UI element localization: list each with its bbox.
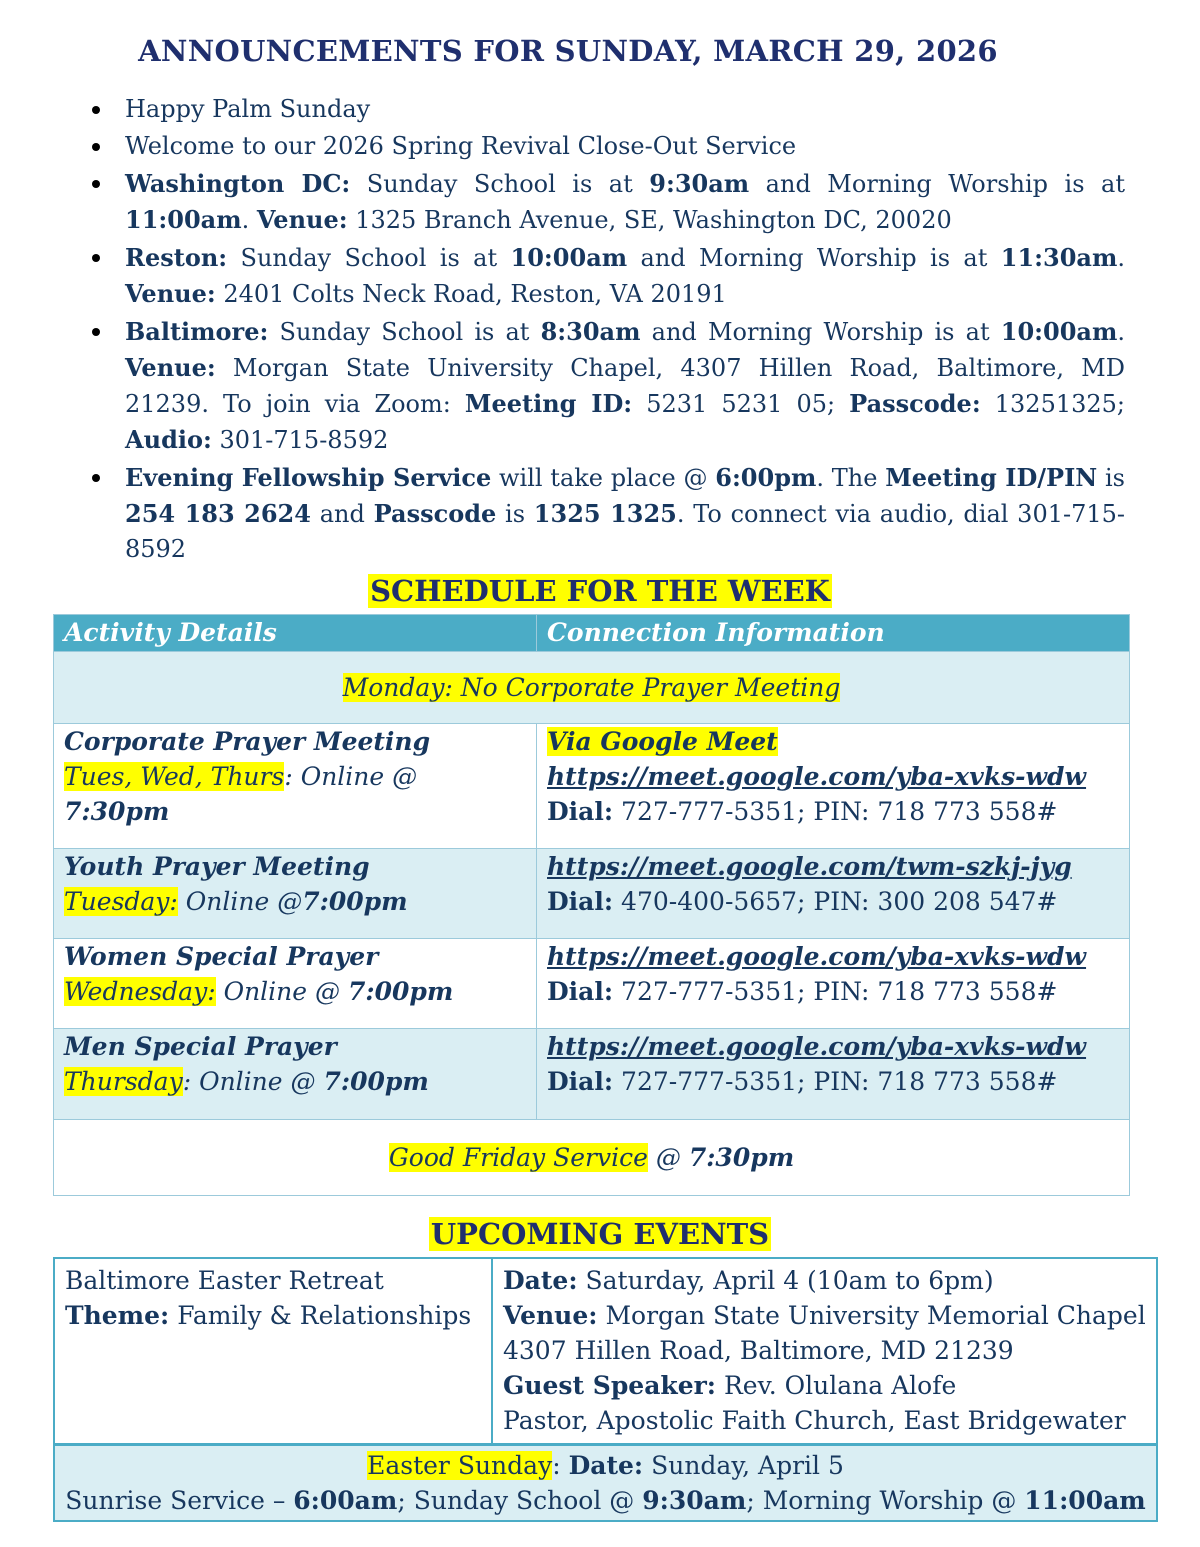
activity-cell — [54, 939, 537, 1029]
audio-label: Audio: — [125, 425, 212, 454]
text: will take place @ — [491, 464, 716, 492]
passcode: 13251325; — [980, 390, 1125, 418]
table-row — [54, 939, 1130, 1029]
meeting-link[interactable]: https://meet.google.com/yba-xvks-wdw — [547, 942, 1087, 971]
event-venue: Venue: Morgan State University Memorial Chapel — [503, 1301, 1146, 1330]
via-google-meet: Via Google Meet — [547, 727, 778, 756]
table-row — [54, 849, 1130, 939]
connection-cell — [537, 1029, 1130, 1120]
list-item — [125, 92, 1125, 127]
meeting-id-label: Meeting ID: — [464, 389, 633, 418]
easter-cell — [54, 1445, 1157, 1522]
activity-time: 7:30pm — [64, 797, 170, 826]
dial-info: Dial: 727-777-5351; PIN: 718 773 558# — [547, 1067, 1058, 1096]
easter-times-line: Sunrise Service – 6:00am; Sunday School @ 9:30am; Morning Worship @ 11:00am — [65, 1486, 1146, 1515]
activity-title: Women Special Prayer — [64, 942, 379, 971]
event-theme: Theme: Family & Relationships — [65, 1301, 472, 1330]
text: Sunday School is at — [268, 318, 541, 346]
meeting-id: 5231 5231 05; — [632, 390, 850, 418]
monday-note: Monday: No Corporate Prayer Meeting — [54, 652, 1130, 724]
venue-label: Venue: — [125, 279, 216, 308]
worship-time: 10:00am — [1000, 317, 1118, 346]
announcement-text: Happy Palm Sunday — [125, 95, 371, 123]
text: and — [310, 500, 374, 528]
connection-cell — [537, 939, 1130, 1029]
list-item — [125, 129, 1125, 164]
dial-info: Dial: 727-777-5351; PIN: 718 773 558# — [547, 977, 1058, 1006]
text: . The — [816, 464, 886, 492]
sunday-school-time: 8:30am — [540, 317, 641, 346]
connection-cell — [537, 849, 1130, 939]
list-item-evening — [125, 460, 1125, 567]
text: . — [241, 206, 257, 234]
passcode: 1325 1325 — [533, 499, 677, 528]
text: is — [1097, 464, 1125, 492]
schedule-heading: SCHEDULE FOR THE WEEK — [370, 574, 830, 608]
text: and Morning Worship is at — [627, 244, 1001, 272]
event-name: Baltimore Easter Retreat — [65, 1266, 384, 1295]
activity-days: Tuesday: — [64, 887, 178, 916]
meeting-link[interactable]: https://meet.google.com/yba-xvks-wdw — [547, 1032, 1087, 1061]
dial-info: Dial: 727-777-5351; PIN: 718 773 558# — [547, 797, 1058, 826]
dial-info: Dial: 470-400-5657; PIN: 300 208 547# — [547, 887, 1058, 916]
activity-title: Corporate Prayer Meeting — [64, 727, 431, 756]
events-table — [53, 1257, 1158, 1522]
passcode-label: Passcode — [373, 499, 497, 528]
text: and Morning Worship is at — [640, 318, 1001, 346]
text: . — [1117, 244, 1126, 272]
table-row-retreat — [54, 1258, 1157, 1445]
service-label: Evening Fellowship Service — [125, 463, 492, 492]
event-name-cell — [54, 1258, 492, 1445]
connection-cell — [537, 724, 1130, 849]
activity-cell — [54, 724, 537, 849]
announcement-text: Welcome to our 2026 Spring Revival Close-Out Service — [125, 132, 797, 160]
text: Sunday School is at — [350, 170, 650, 198]
list-item-washington — [125, 166, 1125, 238]
sunday-school-time: 9:30am — [649, 169, 750, 198]
table-row-friday — [54, 1120, 1130, 1196]
meeting-id: 254 183 2624 — [125, 499, 311, 528]
activity-when: Tuesday: Online @7:00pm — [64, 887, 408, 916]
text: is — [496, 500, 534, 528]
worship-time: 11:30am — [1000, 243, 1118, 272]
service-time: 6:00pm — [715, 463, 817, 492]
venue-text: Morgan State University Chapel, 4307 Hillen Road, Baltimore, MD 21239. To join via Zoom: — [125, 354, 1125, 418]
meeting-link[interactable]: https://meet.google.com/twm-szkj-jyg — [547, 852, 1072, 881]
table-row — [54, 724, 1130, 849]
table-row-monday — [54, 652, 1130, 724]
event-speaker-role: Pastor, Apostolic Faith Church, East Bridgewater — [503, 1406, 1126, 1435]
activity-time: 7:00pm — [323, 1067, 429, 1096]
meeting-id-label: Meeting ID/PIN — [885, 463, 1098, 492]
easter-date-line: Easter Sunday: Date: Sunday, April 5 — [367, 1451, 844, 1480]
event-address: 4307 Hillen Road, Baltimore, MD 21239 — [503, 1336, 1014, 1365]
activity-when: Tues, Wed, Thurs: Online @ 7:30pm — [64, 762, 418, 826]
good-friday-note: Good Friday Service @ 7:30pm — [54, 1120, 1130, 1196]
table-row-easter — [54, 1445, 1157, 1522]
column-header-activity: Activity Details — [54, 615, 537, 652]
location-label: Washington DC: — [125, 169, 351, 198]
activity-days: Tues, Wed, Thurs — [64, 762, 285, 791]
activity-time: 7:00pm — [302, 887, 408, 916]
venue-label: Venue: — [125, 353, 216, 382]
passcode-label: Passcode: — [849, 389, 981, 418]
activity-when: Wednesday: Online @ 7:00pm — [64, 977, 454, 1006]
event-speaker: Guest Speaker: Rev. Olulana Alofe — [503, 1371, 957, 1400]
text: . To connect via audio, dial 301-715-8592 — [125, 500, 1126, 563]
activity-cell — [54, 849, 537, 939]
worship-time: 11:00am — [125, 205, 242, 234]
activity-days: Wednesday: — [64, 977, 216, 1006]
list-item-reston — [125, 240, 1125, 312]
sunday-school-time: 10:00am — [510, 243, 628, 272]
list-item-baltimore — [125, 314, 1125, 458]
schedule-table — [53, 614, 1130, 1196]
activity-time: 7:00pm — [347, 977, 454, 1006]
location-label: Reston: — [125, 243, 228, 272]
venue-text: 1325 Branch Avenue, SE, Washington DC, 20020 — [347, 206, 952, 234]
text: Sunday School is at — [227, 244, 511, 272]
page-title: ANNOUNCEMENTS FOR SUNDAY, MARCH 29, 2026 — [138, 34, 998, 68]
text: . — [1117, 318, 1125, 346]
venue-text: 2401 Colts Neck Road, Reston, VA 20191 — [215, 280, 727, 308]
location-label: Baltimore: — [125, 317, 269, 346]
activity-cell — [54, 1029, 537, 1120]
table-row — [54, 1029, 1130, 1120]
event-details-cell — [492, 1258, 1157, 1445]
events-heading: UPCOMING EVENTS — [430, 1217, 770, 1251]
activity-days: Thursday — [64, 1067, 183, 1096]
table-header-row — [54, 615, 1130, 652]
venue-label: Venue: — [256, 205, 348, 234]
column-header-connection: Connection Information — [537, 615, 1130, 652]
event-date: Date: Saturday, April 4 (10am to 6pm) — [503, 1266, 994, 1295]
activity-title: Men Special Prayer — [64, 1032, 337, 1061]
text: and Morning Worship is at — [749, 170, 1125, 198]
activity-when: Thursday: Online @ 7:00pm — [64, 1067, 429, 1096]
announcements-list — [83, 92, 1125, 569]
meeting-link[interactable]: https://meet.google.com/yba-xvks-wdw — [547, 762, 1087, 791]
audio-number: 301-715-8592 — [211, 426, 389, 454]
activity-title: Youth Prayer Meeting — [64, 852, 370, 881]
